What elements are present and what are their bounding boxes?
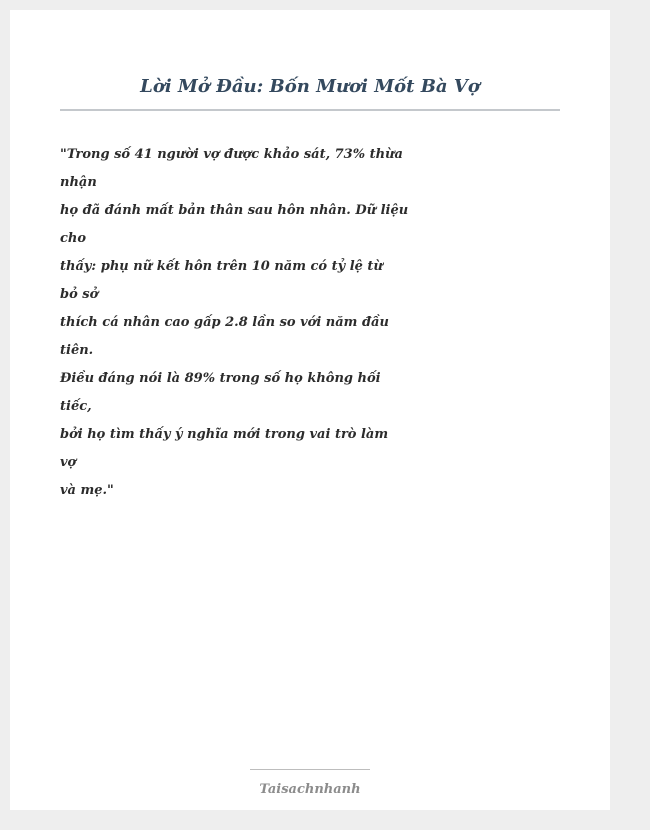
body-paragraph [60, 141, 440, 505]
body-line: và mẹ." [60, 483, 114, 498]
document-page [10, 10, 610, 810]
footer-divider [250, 769, 370, 770]
body-line: bởi họ tìm thấy ý nghĩa mới trong vai trò làm [60, 427, 389, 442]
page-title: Lời Mở Đầu: Bốn Mươi Mốt Bà Vợ [140, 76, 480, 97]
body-line: nhận [60, 175, 97, 190]
body-line: Điều đáng nói là 89% trong số họ không hối [60, 371, 381, 386]
title-divider [60, 109, 560, 111]
body-line: tiếc, [60, 399, 92, 414]
body-line: vợ [60, 455, 77, 470]
body-line: họ đã đánh mất bản thân sau hôn nhân. Dữ liệu [60, 203, 409, 218]
footer-source: Taisachnhanh [259, 782, 361, 797]
body-line: thích cá nhân cao gấp 2.8 lần so với năm đầu [60, 315, 389, 330]
body-line: "Trong số 41 người vợ được khảo sát, 73% thừa [60, 147, 403, 162]
body-line: cho [60, 231, 87, 246]
body-line: bỏ sở [60, 287, 99, 302]
body-line: tiên. [60, 343, 94, 358]
body-line: thấy: phụ nữ kết hôn trên 10 năm có tỷ lệ từ [60, 259, 383, 274]
